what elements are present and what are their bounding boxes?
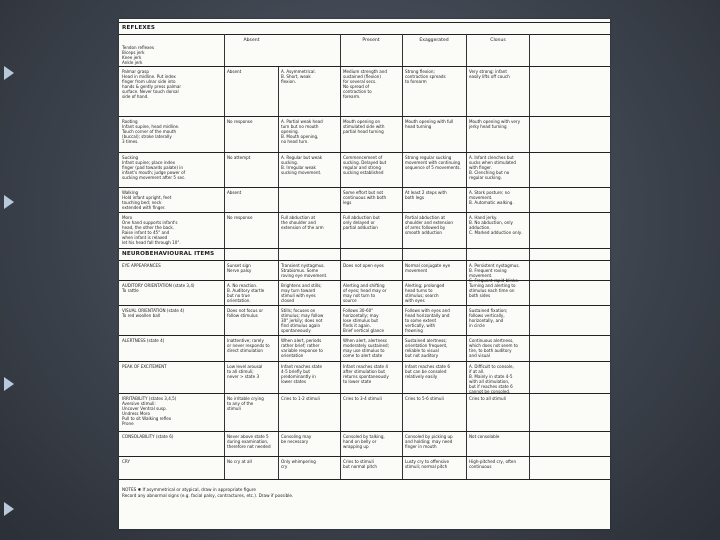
item-label: PEAK OF EXCITEMENT bbox=[122, 364, 167, 369]
score-cell: Strong flexion; contraction spreads to forearm bbox=[405, 69, 446, 85]
score-cell: Mouth opening with full head turning bbox=[405, 119, 454, 130]
notes-text: NOTES ✱ If asymmetrical or atypical, draw in appropriate figure Record any abnormal signs (e.g. facial palsy, contractures, etc.). Draw if possible. bbox=[122, 487, 294, 498]
neuro-row bbox=[119, 361, 610, 393]
score-cell: Cries to 3-4 stimuli bbox=[343, 396, 382, 401]
item-label: Rooting Infant supine, head midline. Touch corner of the mouth (buccal); stroke laterally 3 times. bbox=[122, 119, 180, 145]
score-cell: Cries to all stimuli bbox=[469, 396, 506, 401]
neuro-row bbox=[119, 280, 610, 305]
score-cell: Does not open eyes bbox=[343, 263, 384, 268]
score-cell: Mouth opening on stimulated side with partial head turning bbox=[343, 119, 385, 135]
score-cell: At least 2 steps with both legs bbox=[405, 190, 447, 201]
score-cell: Consoling may be necessary bbox=[281, 434, 312, 445]
score-cell: Sustained alertness; orientation frequent, reliable to visual but not auditory bbox=[405, 338, 448, 359]
score-cell: Commencement of sucking. Delayed but regular and strong sucking established bbox=[343, 155, 387, 176]
slide-bullet-icon bbox=[4, 502, 14, 516]
column-header-clonus: Clonus bbox=[490, 38, 506, 43]
reflexes-section-title: REFLEXES bbox=[122, 25, 156, 31]
score-cell: Inattentive; rarely or never responds to direct stimulation bbox=[227, 338, 270, 354]
score-cell: A. Regular but weak sucking. B. Irregular weak sucking movement. bbox=[281, 155, 323, 176]
neuro-row bbox=[119, 431, 610, 456]
score-cell: Follows with eyes and head horizontally and to some extent vertically, with frowning bbox=[405, 308, 450, 334]
score-cell: Absent bbox=[227, 69, 242, 74]
scanned-assessment-form bbox=[119, 19, 610, 529]
divider bbox=[119, 248, 610, 249]
reflex-row bbox=[119, 42, 610, 66]
score-cell: Strong regular sucking movement with continuing sequence of 5 movements. bbox=[405, 155, 461, 171]
reflex-row bbox=[119, 66, 610, 116]
score-cell: Consoled by picking up and holding; may need finger in mouth bbox=[405, 434, 453, 450]
score-cell: Continuous alertness, which does not seem to tire, to both auditory and visual bbox=[469, 338, 518, 359]
score-cell: Partial abduction at shoulder and extension of arms followed by smooth adduction bbox=[405, 215, 454, 236]
item-label: EYE APPEARANCES bbox=[122, 263, 161, 268]
item-label: CRY bbox=[122, 459, 130, 464]
score-cell: A. Asymmetrical. B. Short, weak flexion. bbox=[281, 69, 316, 85]
score-cell: Some effort but not continuous with both legs bbox=[343, 190, 387, 206]
slide-bullet-icon bbox=[4, 377, 14, 391]
score-cell: Mouth opening with very jerky head turning bbox=[469, 119, 521, 130]
neurobehavioural-section-title: NEUROBEHAVIOURAL ITEMS bbox=[122, 251, 215, 257]
score-cell: A. Hand jerky. B. No abduction, only adduction. C. Marked adduction only. bbox=[469, 215, 522, 236]
neuro-row bbox=[119, 393, 610, 431]
score-cell: Consoled by talking, hand on belly or wrapping up bbox=[343, 434, 385, 450]
score-cell: Infant reaches state 4-5 briefly but predominantly in lower states bbox=[281, 364, 323, 385]
reflex-row bbox=[119, 116, 610, 152]
score-cell: No irritable crying to any of the stimuli bbox=[227, 396, 264, 412]
column-header-present: Present bbox=[362, 38, 380, 43]
score-cell: Cries to 1-2 stimuli bbox=[281, 396, 320, 401]
score-cell: Cries to stimuli but normal pitch bbox=[343, 459, 377, 470]
score-cell: Cries to 5-6 stimuli bbox=[405, 396, 444, 401]
item-label: IRRITABILITY (states 3,4,5) Aversive stimuli: Uncover Ventral susp. Undress Moro Pull to sit Walking reflex Prone bbox=[122, 396, 177, 427]
score-cell: Transient nystagmus. Strabismus. Some roving eye movement. bbox=[281, 263, 328, 279]
score-cell: When alert, periods rather brief; rather variable response to orientation bbox=[281, 338, 323, 359]
score-cell: Infant reaches state 6 but can be consoled relatively easily bbox=[405, 364, 450, 380]
score-cell: Lusty cry to offensive stimuli; normal pitch bbox=[405, 459, 449, 470]
score-cell: A. Persistent nystagmus. B. Frequent roving movement. C. Frequent rapid blinks. bbox=[469, 263, 520, 284]
score-cell: Sustained fixation; follows vertically, horizontally, and in circle bbox=[469, 308, 508, 329]
divider bbox=[119, 479, 610, 480]
item-label: Tendon reflexes Biceps jerk Knee jerk Ankle jerk bbox=[122, 45, 155, 66]
score-cell: No cry at all bbox=[227, 459, 252, 464]
score-cell: Only whimpering cry bbox=[281, 459, 316, 470]
score-cell: Absent bbox=[227, 190, 242, 195]
divider bbox=[119, 34, 610, 35]
score-cell: A. Infant clenches but sucks when stimulated with finger. B. Clenching but no regular sucking. bbox=[469, 155, 516, 181]
column-header-absent: Absent bbox=[243, 38, 260, 43]
item-label: VISUAL ORIENTATION (state 4) To red woollen ball bbox=[122, 308, 185, 319]
column-header-exaggerated: Exaggerated bbox=[419, 38, 449, 43]
score-cell: Does not focus or follow stimulus bbox=[227, 308, 264, 319]
item-label: Moro One hand supports infant's head, the other the back. Raise infant to 45° and when infant is relaxed let his head fall through 10°. bbox=[122, 215, 181, 246]
score-cell: Alerting and shifting of eyes; head may or may not turn to source bbox=[343, 283, 387, 304]
score-cell: Never above state 5 during examination, therefore not needed bbox=[227, 434, 271, 450]
neuro-row bbox=[119, 305, 610, 335]
score-cell: Alerting; prolonged head turns to stimulus; search with eyes bbox=[405, 283, 445, 304]
score-cell: No attempt bbox=[227, 155, 251, 160]
item-label: Walking Hold infant upright, feet touching bed; neck extended with finger. bbox=[122, 190, 172, 211]
score-cell: Follows 30-60° horizontally; may lose stimulus but finds it again. Brief vertical glance bbox=[343, 308, 385, 334]
score-cell: Turning and alerting to stimulus each time on both sides bbox=[469, 283, 516, 299]
item-label: ALERTNESS (state 4) bbox=[122, 338, 165, 343]
slide-bullet-icon bbox=[4, 195, 14, 209]
item-label: CONSOLABILITY (state 6) bbox=[122, 434, 174, 439]
score-cell: Very strong; infant easily lifts off couch bbox=[469, 69, 510, 80]
score-cell: Not consolable bbox=[469, 434, 500, 439]
reflex-row bbox=[119, 152, 610, 187]
slide-bullet-icon bbox=[4, 66, 14, 80]
score-cell: No response bbox=[227, 215, 253, 220]
score-cell: When alert, alertness moderately sustained; may use stimulus to come to alert state bbox=[343, 338, 389, 359]
item-label: Sucking Infant supine; place index finger (pad towards palate) in infant's mouth; judge power of sucking movement after 5 sec. bbox=[122, 155, 186, 181]
score-cell: A. Stork posture; no movement. B. Automatic walking. bbox=[469, 190, 514, 206]
score-cell: A. Partial weak head turn but no mouth opening. B. Mouth opening, no head turn. bbox=[281, 119, 323, 145]
divider bbox=[119, 22, 610, 23]
neuro-row bbox=[119, 260, 610, 284]
score-cell: Sunset sign Nerve palsy bbox=[227, 263, 252, 274]
score-cell: Normal conjugate eye movement bbox=[405, 263, 451, 274]
reflex-row bbox=[119, 187, 610, 212]
score-cell: Full abduction but only delayed or partial adduction bbox=[343, 215, 380, 231]
neuro-row bbox=[119, 456, 610, 479]
score-cell: Medium strength and sustained (flexion) for several secs. No spread of contraction to forearm. bbox=[343, 69, 387, 100]
score-cell: A. No reaction. B. Auditory startle but no true orientation. bbox=[227, 283, 265, 304]
item-label: Palmar grasp Head in midline. Put index finger from ulnar side into hands & gently press palmar surface. Never touch dorsal side of hand. bbox=[122, 69, 182, 100]
score-cell: Infant reaches state 4 after stimulation but returns spontaneously to lower state bbox=[343, 364, 389, 385]
score-cell: Full abduction at the shoulder and extension of the arm bbox=[281, 215, 324, 231]
neuro-row bbox=[119, 335, 610, 361]
item-label: AUDITORY ORIENTATION (state 3,4) To rattle bbox=[122, 283, 195, 294]
score-cell: Brightens and stills; may turn toward stimuli with eyes closed bbox=[281, 283, 322, 304]
score-cell: Stills; focuses on stimulus; may follow 30° jerkily; does not find stimulus again spontaneously bbox=[281, 308, 324, 334]
reflex-row bbox=[119, 212, 610, 248]
score-cell: Low level arousal to all stimuli; never > state 3 bbox=[227, 364, 263, 380]
score-cell: High-pitched cry, often continuous bbox=[469, 459, 517, 470]
score-cell: A. Difficult to console, if at all. B. Mainly in state 4-5 with all stimulation, but if reaches state 6 cannot be consoled. bbox=[469, 364, 514, 395]
score-cell: No response bbox=[227, 119, 253, 124]
